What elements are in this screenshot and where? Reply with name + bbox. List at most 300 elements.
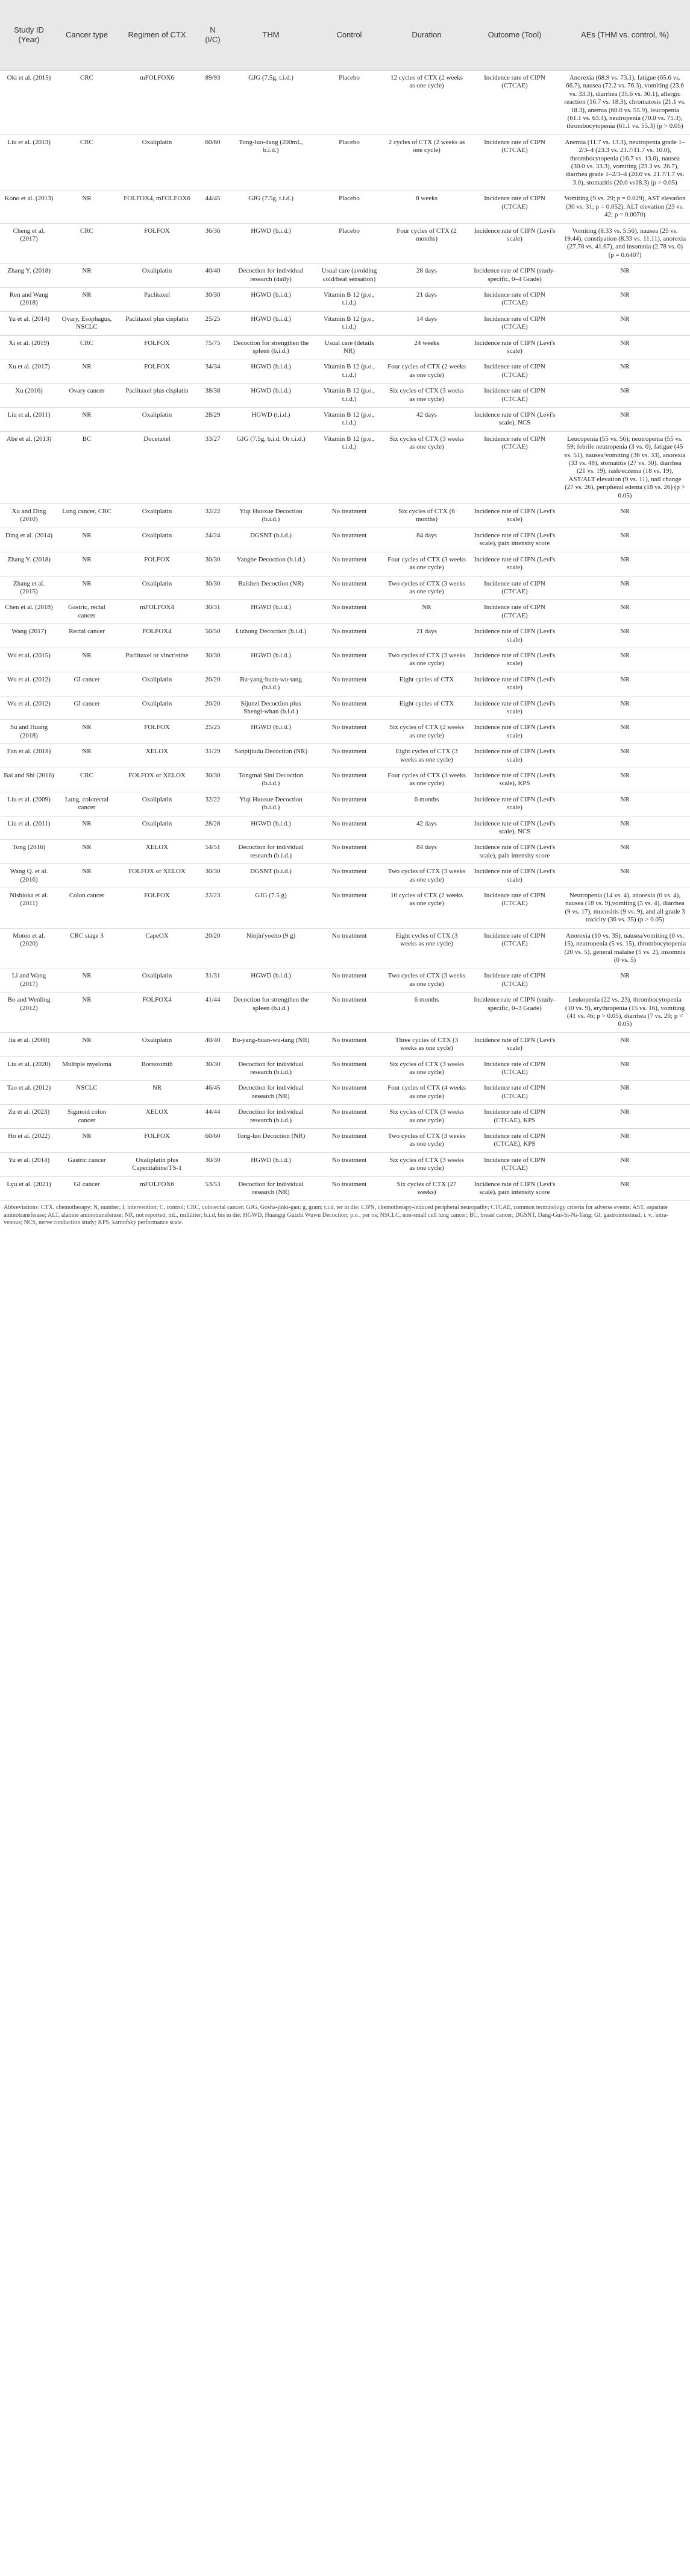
cell-aes: NR (560, 1129, 690, 1153)
cell-outcome: Incidence rate of CIPN (Levi's scale) (469, 223, 560, 264)
cell-thm: GJG (7.5g, t.i.d.) (227, 191, 315, 223)
cell-duration: Four cycles of CTX (3 weeks as one cycle) (384, 552, 469, 576)
cell-regimen: Paclitaxel (116, 287, 198, 311)
cell-duration: Two cycles of CTX (3 weeks as one cycle) (384, 864, 469, 888)
cell-aes: NR (560, 720, 690, 744)
cell-regimen: FOLFOX (116, 359, 198, 384)
cell-cancer-type: NR (58, 287, 116, 311)
cell-regimen: mFOLFOX4 (116, 600, 198, 624)
cell-regimen: FOLFOX4, mFOLFOX6 (116, 191, 198, 223)
header-regimen: Regimen of CTX (116, 0, 198, 71)
cell-aes: NR (560, 1056, 690, 1081)
cell-aes: NR (560, 816, 690, 840)
cell-thm: HGWD (b.i.d.) (227, 720, 315, 744)
cell-aes: NR (560, 552, 690, 576)
header-row (0, 0, 690, 71)
cell-duration: Six cycles of CTX (27 weeks) (384, 1176, 469, 1201)
cell-aes: NR (560, 408, 690, 432)
cell-n: 34/34 (198, 359, 227, 384)
cell-duration: 42 days (384, 408, 469, 432)
cell-n: 25/25 (198, 720, 227, 744)
cell-duration: Two cycles of CTX (3 weeks as one cycle) (384, 1129, 469, 1153)
cell-outcome: Incidence rate of CIPN (CTCAE) (469, 359, 560, 384)
cell-thm: Tong-luo-dang (200mL, b.i.d.) (227, 134, 315, 191)
cell-cancer-type: CRC stage 3 (58, 928, 116, 968)
cell-study-id: Motoo et al. (2020) (0, 928, 58, 968)
cell-outcome: Incidence rate of CIPN (Levi's scale) (469, 744, 560, 768)
header-n: N (I/C) (198, 0, 227, 71)
cell-cancer-type: Lung cancer, CRC (58, 504, 116, 528)
cell-thm: HGWD (b.i.d.) (227, 648, 315, 672)
cell-thm: Yiqi Huoxue Decoction (b.i.d.) (227, 504, 315, 528)
cell-duration: Six cycles of CTX (2 weeks as one cycle) (384, 720, 469, 744)
cell-aes: Vomiting (9 vs. 29; p = 0.029), AST elevation (30 vs. 31; p = 0.052), ALT elevation (23 vs. 42; p = 0.0070) (560, 191, 690, 223)
cell-outcome: Incidence rate of CIPN (CTCAE) (469, 311, 560, 335)
cell-study-id: Zu et al. (2023) (0, 1105, 58, 1129)
cell-outcome: Incidence rate of CIPN (study-specific, 0–3 Grade) (469, 993, 560, 1033)
cell-thm: DGSNT (b.i.d.) (227, 528, 315, 552)
cell-outcome: Incidence rate of CIPN (CTCAE) (469, 928, 560, 968)
cell-cancer-type: CRC (58, 71, 116, 135)
cell-study-id: Wu et al. (2012) (0, 696, 58, 720)
cell-outcome: Incidence rate of CIPN (CTCAE) (469, 1152, 560, 1176)
cell-regimen: Docetaxel (116, 431, 198, 504)
cell-outcome: Incidence rate of CIPN (CTCAE) (469, 1081, 560, 1105)
cell-thm: GJG (7.5 g) (227, 888, 315, 929)
cell-control: No treatment (315, 792, 384, 816)
table-container (0, 0, 690, 1227)
cell-n: 89/93 (198, 71, 227, 135)
cell-outcome: Incidence rate of CIPN (Levi's scale) (469, 672, 560, 696)
cell-duration: Four cycles of CTX (4 weeks as one cycle) (384, 1081, 469, 1105)
cell-regimen: FOLFOX (116, 1129, 198, 1153)
cell-aes: NR (560, 696, 690, 720)
cell-duration: 84 days (384, 840, 469, 864)
cell-duration: 28 days (384, 264, 469, 288)
cell-regimen: Paclitaxel or vincristine (116, 648, 198, 672)
cell-aes: NR (560, 840, 690, 864)
cell-control: No treatment (315, 816, 384, 840)
cell-n: 33/27 (198, 431, 227, 504)
cell-duration: 6 months (384, 993, 469, 1033)
cell-duration: 21 days (384, 624, 469, 648)
table-row (0, 1105, 690, 1129)
cell-duration: 6 months (384, 792, 469, 816)
cell-duration: 8 weeks (384, 191, 469, 223)
cell-outcome: Incidence rate of CIPN (Levi's scale) (469, 552, 560, 576)
header-aes: AEs (THM vs. control, %) (560, 0, 690, 71)
cell-cancer-type: Multiple myeloma (58, 1056, 116, 1081)
cell-study-id: Zhang Y. (2018) (0, 552, 58, 576)
cell-study-id: Abe et al. (2013) (0, 431, 58, 504)
cell-control: Placebo (315, 223, 384, 264)
table-row (0, 1152, 690, 1176)
cell-aes: Vomiting (8.33 vs. 5.56), nausea (25 vs. 19.44), constipation (8.33 vs. 11.11), anorexia (27.78 vs. 41.67), and insomnia (2.78 vs. 0) (p = 0.6407) (560, 223, 690, 264)
header-cancer-type: Cancer type (58, 0, 116, 71)
cell-cancer-type: Ovary cancer (58, 384, 116, 408)
header-duration: Duration (384, 0, 469, 71)
cell-study-id: Yu et al. (2014) (0, 1152, 58, 1176)
cell-outcome: Incidence rate of CIPN (CTCAE) (469, 191, 560, 223)
cell-duration: Four cycles of CTX (3 weeks as one cycle) (384, 768, 469, 792)
cell-cancer-type: NR (58, 648, 116, 672)
cell-thm: Sanpijiudu Decoction (NR) (227, 744, 315, 768)
table-row (0, 71, 690, 135)
cell-thm: Bu-yang-huan-wu-tang (NR) (227, 1032, 315, 1056)
cell-aes: Leukopenia (22 vs. 23), thrombocytopenia (10 vs. 9), erythropenia (15 vs. 16), vomiting (41 vs. 46; p > 0.05), diarrhea (7 vs. 20; p < 0.05) (560, 993, 690, 1033)
cell-thm: Decoction for individual research (NR) (227, 1081, 315, 1105)
cell-study-id: Xi et al. (2019) (0, 335, 58, 359)
cell-cancer-type: Gastric, rectal cancer (58, 600, 116, 624)
cell-thm: Sijunzi Decoction plus Shengi-whan (b.i.d.) (227, 696, 315, 720)
cell-thm: HGWD (t.i.d.) (227, 408, 315, 432)
cell-aes: NR (560, 576, 690, 600)
cell-cancer-type: NR (58, 1032, 116, 1056)
cell-duration: Eight cycles of CTX (3 weeks as one cycle) (384, 928, 469, 968)
cell-duration: 42 days (384, 816, 469, 840)
table-row (0, 928, 690, 968)
cell-aes: NR (560, 1152, 690, 1176)
cell-outcome: Incidence rate of CIPN (Levi's scale), pain intensity score (469, 1176, 560, 1201)
table-row (0, 223, 690, 264)
cell-thm: HGWD (b.i.d.) (227, 816, 315, 840)
cell-regimen: FOLFOX (116, 720, 198, 744)
cell-outcome: Incidence rate of CIPN (CTCAE) (469, 287, 560, 311)
cell-aes: NR (560, 768, 690, 792)
cell-aes: Leucopenia (55 vs. 56); neutropenia (55 vs. 59; febrile neutropenia (3 vs. 0), fatigue (45 vs. 51), nausea/vomiting (36 vs. 33), anorexia (33 vs. 48), stomatitis (27 vs. 30), diarrhea (21 vs. 19), rash/eczema (18 vs. 19), AST/ALT elevation (9 vs. 11), nail change (27 vs. 26), peripheral edema (18 vs. 26) (p > 0.05) (560, 431, 690, 504)
cell-outcome: Incidence rate of CIPN (CTCAE) (469, 968, 560, 993)
cell-aes: NR (560, 359, 690, 384)
cell-n: 30/30 (198, 552, 227, 576)
cell-regimen: FOLFOX (116, 335, 198, 359)
cell-study-id: Tao et al. (2012) (0, 1081, 58, 1105)
cell-study-id: Su and Huang (2018) (0, 720, 58, 744)
cell-regimen: Oxaliplatin (116, 528, 198, 552)
cell-duration: 12 cycles of CTX (2 weeks as one cycle) (384, 71, 469, 135)
cell-cancer-type: NR (58, 528, 116, 552)
cell-n: 30/30 (198, 864, 227, 888)
cell-duration: Four cycles of CTX (2 weeks as one cycle) (384, 359, 469, 384)
cell-outcome: Incidence rate of CIPN (Levi's scale), pain intensity score (469, 840, 560, 864)
table-row (0, 624, 690, 648)
cell-duration: Six cycles of CTX (3 weeks as one cycle) (384, 1152, 469, 1176)
cell-control: Vitamin B 12 (p.o., t.i.d.) (315, 384, 384, 408)
cell-duration: 24 weeks (384, 335, 469, 359)
table-row (0, 888, 690, 929)
cell-n: 36/36 (198, 223, 227, 264)
cell-cancer-type: NR (58, 264, 116, 288)
cell-duration: Two cycles of CTX (3 weeks as one cycle) (384, 576, 469, 600)
table-row (0, 1032, 690, 1056)
cell-cancer-type: CRC (58, 335, 116, 359)
cell-duration: Six cycles of CTX (3 weeks as one cycle) (384, 384, 469, 408)
cell-n: 50/50 (198, 624, 227, 648)
cell-control: Vitamin B 12 (p.o., t.i.d.) (315, 359, 384, 384)
cell-study-id: Li and Wang (2017) (0, 968, 58, 993)
cell-outcome: Incidence rate of CIPN (Levi's scale) (469, 1032, 560, 1056)
table-row (0, 672, 690, 696)
cell-thm: Bu-yang-huan-wu-tang (b.i.d.) (227, 672, 315, 696)
cell-study-id: Cheng et al. (2017) (0, 223, 58, 264)
cell-duration: 21 days (384, 287, 469, 311)
cell-n: 30/30 (198, 768, 227, 792)
cell-control: No treatment (315, 928, 384, 968)
cell-study-id: Ren and Wang (2018) (0, 287, 58, 311)
cell-cancer-type: GI cancer (58, 672, 116, 696)
cell-control: Vitamin B 12 (p.o., t.i.d.) (315, 311, 384, 335)
cell-outcome: Incidence rate of CIPN (CTCAE) (469, 384, 560, 408)
cell-study-id: Zhang et al. (2015) (0, 576, 58, 600)
cell-n: 46/45 (198, 1081, 227, 1105)
cell-cancer-type: GI cancer (58, 1176, 116, 1201)
cell-cancer-type: NSCLC (58, 1081, 116, 1105)
cell-regimen: FOLFOX (116, 552, 198, 576)
cell-outcome: Incidence rate of CIPN (CTCAE) (469, 888, 560, 929)
cell-regimen: Paclitaxel plus cisplatin (116, 384, 198, 408)
table-row (0, 816, 690, 840)
study-characteristics-table (0, 0, 690, 1201)
cell-outcome: Incidence rate of CIPN (CTCAE) (469, 71, 560, 135)
cell-thm: GJG (7.5g, b.i.d. Or t.i.d.) (227, 431, 315, 504)
cell-cancer-type: Gastric cancer (58, 1152, 116, 1176)
cell-regimen: Oxaliplatin (116, 504, 198, 528)
cell-control: Usual care (avoiding cold/heat sensation) (315, 264, 384, 288)
table-header (0, 0, 690, 71)
cell-control: No treatment (315, 968, 384, 993)
cell-study-id: Liu et al. (2020) (0, 1056, 58, 1081)
cell-outcome: Incidence rate of CIPN (Levi's scale) (469, 504, 560, 528)
cell-aes: Anorexia (68.9 vs. 73.1), fatigue (65.6 vs. 66.7), nausea (72.2 vs. 76.3), vomiting (23.6 vs. 33.3), diarrhea (35.6 vs. 30.1), allergic reaction (16.7 vs. 18.3), chromatosis (21.1 vs. 18.3), anemia (60.0 vs. 55.9), leucopenia (61.1 vs. 63.4), neutropenia (70.0 vs. 75.3), thrombocytopenia (61.1 vs. 55.3) (p > 0.05) (560, 71, 690, 135)
cell-control: Placebo (315, 191, 384, 223)
cell-regimen: mFOLFOX6 (116, 1176, 198, 1201)
cell-control: Placebo (315, 71, 384, 135)
cell-n: 30/30 (198, 1056, 227, 1081)
cell-n: 44/44 (198, 1105, 227, 1129)
cell-study-id: Wu et al. (2015) (0, 648, 58, 672)
cell-cancer-type: Ovary, Esophagus, NSCLC (58, 311, 116, 335)
table-row (0, 600, 690, 624)
cell-regimen: Oxaliplatin (116, 264, 198, 288)
cell-thm: HGWD (b.i.d.) (227, 384, 315, 408)
cell-aes: Anorexia (10 vs. 35), nausea/vomiting (0 vs. 15), neutropenia (5 vs. 15), thrombocytopenia (20 vs. 5), general malaise (5 vs. 2), insomnia (0 vs. 5) (560, 928, 690, 968)
cell-n: 32/22 (198, 792, 227, 816)
cell-thm: HGWD (b.i.d.) (227, 359, 315, 384)
cell-aes: NR (560, 384, 690, 408)
cell-aes: NR (560, 968, 690, 993)
table-row (0, 720, 690, 744)
cell-n: 53/53 (198, 1176, 227, 1201)
cell-aes: NR (560, 1081, 690, 1105)
cell-n: 28/29 (198, 408, 227, 432)
cell-n: 31/31 (198, 968, 227, 993)
cell-regimen: XELOX (116, 744, 198, 768)
cell-cancer-type: CRC (58, 223, 116, 264)
table-row (0, 359, 690, 384)
cell-duration: Eight cycles of CTX (384, 672, 469, 696)
table-body (0, 71, 690, 1201)
cell-control: Vitamin B 12 (p.o., t.i.d.) (315, 287, 384, 311)
cell-aes: NR (560, 264, 690, 288)
cell-thm: Decoction for strengthen the spleen (b.i.d.) (227, 993, 315, 1033)
cell-cancer-type: NR (58, 864, 116, 888)
cell-regimen: NR (116, 1081, 198, 1105)
cell-n: 30/30 (198, 576, 227, 600)
cell-n: 60/60 (198, 134, 227, 191)
cell-study-id: Wang (2017) (0, 624, 58, 648)
cell-control: Usual care (details NR) (315, 335, 384, 359)
header-control: Control (315, 0, 384, 71)
cell-thm: Decoction for strengthen the spleen (b.i.d.) (227, 335, 315, 359)
cell-outcome: Incidence rate of CIPN (CTCAE) (469, 576, 560, 600)
cell-thm: HGWD (b.i.d.) (227, 223, 315, 264)
cell-outcome: Incidence rate of CIPN (study-specific, 0–4 Grade) (469, 264, 560, 288)
cell-thm: Baishen Decoction (NR) (227, 576, 315, 600)
cell-outcome: Incidence rate of CIPN (Levi's scale) (469, 720, 560, 744)
cell-aes: NR (560, 672, 690, 696)
cell-outcome: Incidence rate of CIPN (Levi's scale) (469, 864, 560, 888)
cell-thm: Decoction for individual research (b.i.d.) (227, 840, 315, 864)
cell-n: 31/29 (198, 744, 227, 768)
cell-control: No treatment (315, 696, 384, 720)
cell-duration: Two cycles of CTX (3 weeks as one cycle) (384, 968, 469, 993)
cell-control: No treatment (315, 720, 384, 744)
cell-duration: 2 cycles of CTX (2 weeks as one cycle) (384, 134, 469, 191)
cell-thm: Decoction for individual research (daily) (227, 264, 315, 288)
cell-outcome: Incidence rate of CIPN (Levi's scale) (469, 696, 560, 720)
cell-regimen: mFOLFOX6 (116, 71, 198, 135)
cell-study-id: Bai and Shi (2016) (0, 768, 58, 792)
cell-thm: HGWD (b.i.d.) (227, 311, 315, 335)
cell-study-id: Ho et al. (2022) (0, 1129, 58, 1153)
table-row (0, 335, 690, 359)
table-row (0, 576, 690, 600)
table-row (0, 648, 690, 672)
cell-aes: NR (560, 335, 690, 359)
table-row (0, 287, 690, 311)
cell-control: No treatment (315, 1032, 384, 1056)
cell-outcome: Incidence rate of CIPN (Levi's scale), pain intensity score (469, 528, 560, 552)
cell-regimen: Paclitaxel plus cisplatin (116, 311, 198, 335)
cell-cancer-type: BC (58, 431, 116, 504)
cell-control: No treatment (315, 1081, 384, 1105)
table-row (0, 696, 690, 720)
cell-thm: DGSNT (b.i.d.) (227, 864, 315, 888)
table-row (0, 134, 690, 191)
cell-n: 20/20 (198, 928, 227, 968)
table-row (0, 768, 690, 792)
cell-regimen: Oxaliplatin (116, 1032, 198, 1056)
cell-duration: Six cycles of CTX (3 weeks as one cycle) (384, 1056, 469, 1081)
table-row (0, 384, 690, 408)
cell-control: No treatment (315, 768, 384, 792)
cell-cancer-type: NR (58, 408, 116, 432)
cell-aes: NR (560, 864, 690, 888)
cell-control: No treatment (315, 624, 384, 648)
cell-outcome: Incidence rate of CIPN (CTCAE) (469, 431, 560, 504)
cell-thm: Ninjin'yoeito (9 g) (227, 928, 315, 968)
cell-cancer-type: NR (58, 968, 116, 993)
cell-n: 20/20 (198, 696, 227, 720)
cell-regimen: FOLFOX (116, 223, 198, 264)
cell-duration: 84 days (384, 528, 469, 552)
cell-duration: 14 days (384, 311, 469, 335)
cell-n: 32/22 (198, 504, 227, 528)
cell-study-id: Xu (2016) (0, 384, 58, 408)
table-row (0, 792, 690, 816)
cell-regimen: Oxaliplatin (116, 792, 198, 816)
cell-regimen: FOLFOX4 (116, 624, 198, 648)
table-row (0, 840, 690, 864)
header-thm: THM (227, 0, 315, 71)
cell-n: 28/28 (198, 816, 227, 840)
cell-cancer-type: NR (58, 359, 116, 384)
cell-outcome: Incidence rate of CIPN (CTCAE), KPS (469, 1105, 560, 1129)
cell-aes: NR (560, 528, 690, 552)
cell-thm: Tongmai Sini Decoction (b.i.d.) (227, 768, 315, 792)
cell-n: 22/23 (198, 888, 227, 929)
cell-cancer-type: NR (58, 816, 116, 840)
cell-control: No treatment (315, 552, 384, 576)
cell-thm: HGWD (b.i.d.) (227, 968, 315, 993)
cell-cancer-type: NR (58, 191, 116, 223)
cell-regimen: XELOX (116, 1105, 198, 1129)
cell-study-id: Xu and Ding (2010) (0, 504, 58, 528)
cell-aes: NR (560, 311, 690, 335)
cell-regimen: FOLFOX or XELOX (116, 768, 198, 792)
cell-duration: Eight cycles of CTX (3 weeks as one cycle) (384, 744, 469, 768)
cell-study-id: Liu et al. (2011) (0, 816, 58, 840)
cell-outcome: Incidence rate of CIPN (Levi's scale), NCS (469, 408, 560, 432)
cell-control: No treatment (315, 576, 384, 600)
cell-duration: Six cycles of CTX (6 months) (384, 504, 469, 528)
cell-regimen: FOLFOX (116, 888, 198, 929)
cell-aes: NR (560, 1032, 690, 1056)
cell-regimen: FOLFOX or XELOX (116, 864, 198, 888)
cell-cancer-type: GI cancer (58, 696, 116, 720)
cell-regimen: Bortezomib (116, 1056, 198, 1081)
table-row (0, 864, 690, 888)
cell-n: 41/44 (198, 993, 227, 1033)
table-row (0, 744, 690, 768)
cell-thm: HGWD (b.i.d.) (227, 287, 315, 311)
cell-aes: NR (560, 624, 690, 648)
cell-control: No treatment (315, 864, 384, 888)
header-study-id: Study ID (Year) (0, 0, 58, 71)
table-row (0, 408, 690, 432)
cell-study-id: Oki et al. (2015) (0, 71, 58, 135)
cell-n: 30/30 (198, 648, 227, 672)
cell-duration: Two cycles of CTX (3 weeks as one cycle) (384, 648, 469, 672)
table-row (0, 968, 690, 993)
cell-thm: HGWD (b.i.d.) (227, 600, 315, 624)
cell-aes: NR (560, 600, 690, 624)
cell-thm: Yangbe Decoction (b.i.d.) (227, 552, 315, 576)
cell-outcome: Incidence rate of CIPN (CTCAE) (469, 1056, 560, 1081)
cell-control: No treatment (315, 1105, 384, 1129)
cell-thm: HGWD (b.i.d.) (227, 1152, 315, 1176)
cell-aes: NR (560, 792, 690, 816)
cell-study-id: Zhang Y. (2018) (0, 264, 58, 288)
cell-control: No treatment (315, 1129, 384, 1153)
cell-n: 44/45 (198, 191, 227, 223)
cell-regimen: Oxaliplatin (116, 968, 198, 993)
cell-aes: NR (560, 1176, 690, 1201)
cell-study-id: Liu et al. (2013) (0, 134, 58, 191)
cell-control: No treatment (315, 1176, 384, 1201)
cell-n: 20/20 (198, 672, 227, 696)
cell-study-id: Chen et al. (2018) (0, 600, 58, 624)
cell-cancer-type: NR (58, 744, 116, 768)
